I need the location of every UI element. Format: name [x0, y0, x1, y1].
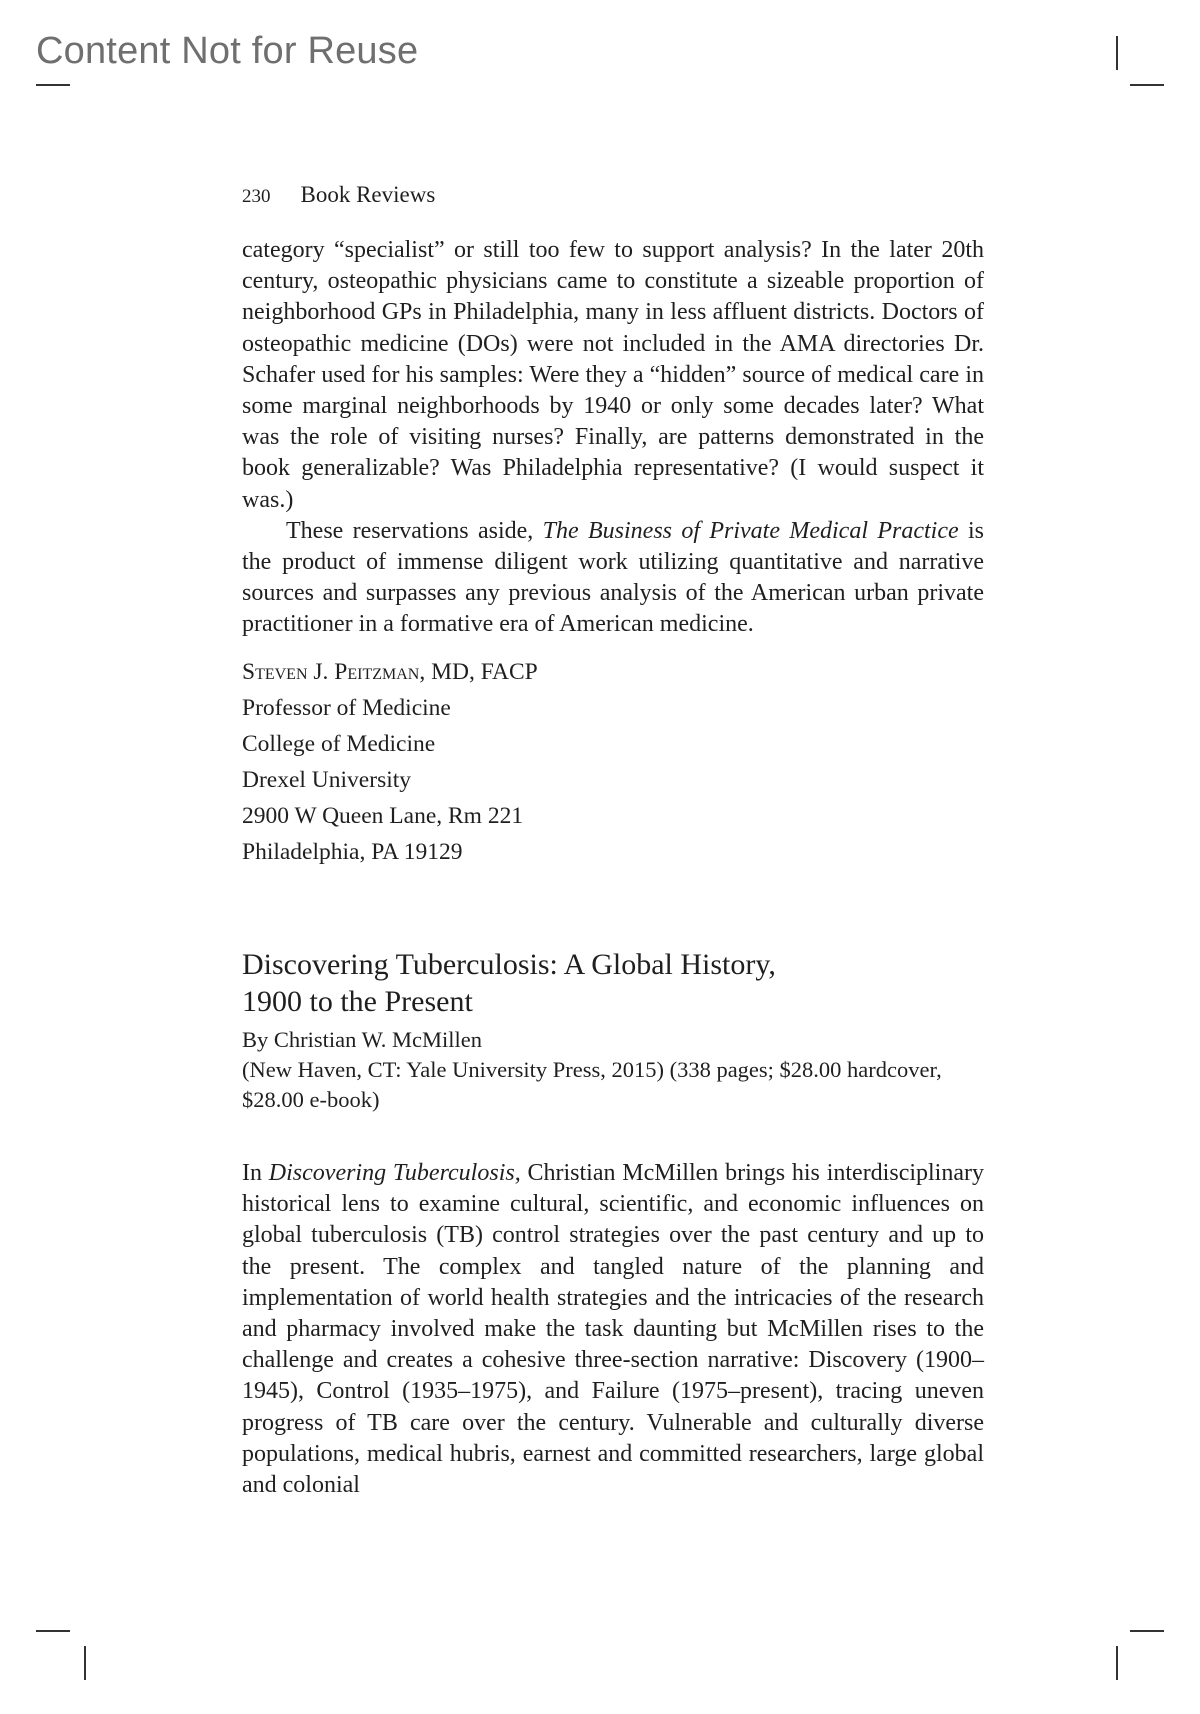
- address-line: Philadelphia, PA 19129: [242, 839, 463, 865]
- paragraph: category “specialist” or still too few to support analysis? In the later 20th century, osteopathic physicians came to constitute a sizeable proportion of neighborhood GPs in Philadelphia, many in less affluent districts. Doctors of osteopathic medicine (DOs) were not included in the AMA directories Dr. Schafer used for his samples: Were they a “hidden” source of medical care in some marginal neighborhoods by 1940 or only some decades later? What was the role of visiting nurses? Finally, are patterns demonstrated in the book generalizable? Was Philadelphia representative? (I would suspect it was.): [242, 237, 984, 513]
- running-head: [242, 182, 984, 208]
- crop-mark-bottom-right-horizontal: [1130, 1630, 1164, 1632]
- paragraph: These reservations aside, The Business of Private Medical Practice is the product of immense diligent work utilizing quantitative and narrative sources and surpasses any previous analysis of the American urban private practitioner in a formative era of American medicine.: [242, 517, 985, 638]
- crop-mark-bottom-left-vertical: [84, 1646, 86, 1680]
- previous-review-conclusion: [242, 235, 984, 641]
- affiliation-line: Drexel University: [242, 767, 412, 793]
- publication-info: (New Haven, CT: Yale University Press, 2015) (338 pages; $28.00 hardcover, $28.00 e-book): [242, 1057, 942, 1112]
- reviewer-name: Steven J. Peitzman, MD, FACP: [242, 659, 538, 685]
- review-byline: [242, 1025, 984, 1115]
- book-author: By Christian W. McMillen: [242, 1027, 483, 1052]
- crop-mark-top-right-horizontal: [1130, 84, 1164, 86]
- affiliation-line: Professor of Medicine: [242, 695, 451, 721]
- watermark: Content Not for Reuse: [36, 30, 419, 72]
- paragraph: In Discovering Tuberculosis, Christian McMillen brings his interdisciplinary historical lens to examine cultural, scientific, and economic influences on global tuberculosis (TB) control strategies over the past century and up to the present. The complex and tangled nature of the planning and implementation of world health strategies and the intricacies of the research and pharmacy involved make the task daunting but McMillen rises to the challenge and creates a cohesive three-section narrative: Discovery (1900–1945), Control (1935–1975), and Failure (1975–present), tracing uneven progress of TB care over the century. Vulnerable and culturally diverse populations, medical hubris, earnest and committed researchers, large global and colonial: [242, 1160, 984, 1499]
- reviewer-signature: [242, 654, 984, 870]
- affiliation-line: College of Medicine: [242, 731, 436, 757]
- section-title: Book Reviews: [300, 182, 436, 207]
- book-title-italic: Discovering Tuberculosis,: [268, 1160, 521, 1186]
- review-title: Discovering Tuberculosis: A Global History, 1900 to the Present: [242, 948, 776, 1018]
- crop-mark-top-left: [36, 84, 70, 86]
- crop-mark-bottom-left-horizontal: [36, 1630, 70, 1632]
- crop-mark-bottom-right-vertical: [1116, 1646, 1118, 1680]
- page-number: 230: [242, 186, 271, 207]
- review-body: [242, 1158, 984, 1501]
- crop-mark-top-right-vertical: [1116, 36, 1118, 70]
- address-line: 2900 W Queen Lane, Rm 221: [242, 803, 524, 829]
- book-title-italic: The Business of Private Medical Practice: [542, 517, 959, 544]
